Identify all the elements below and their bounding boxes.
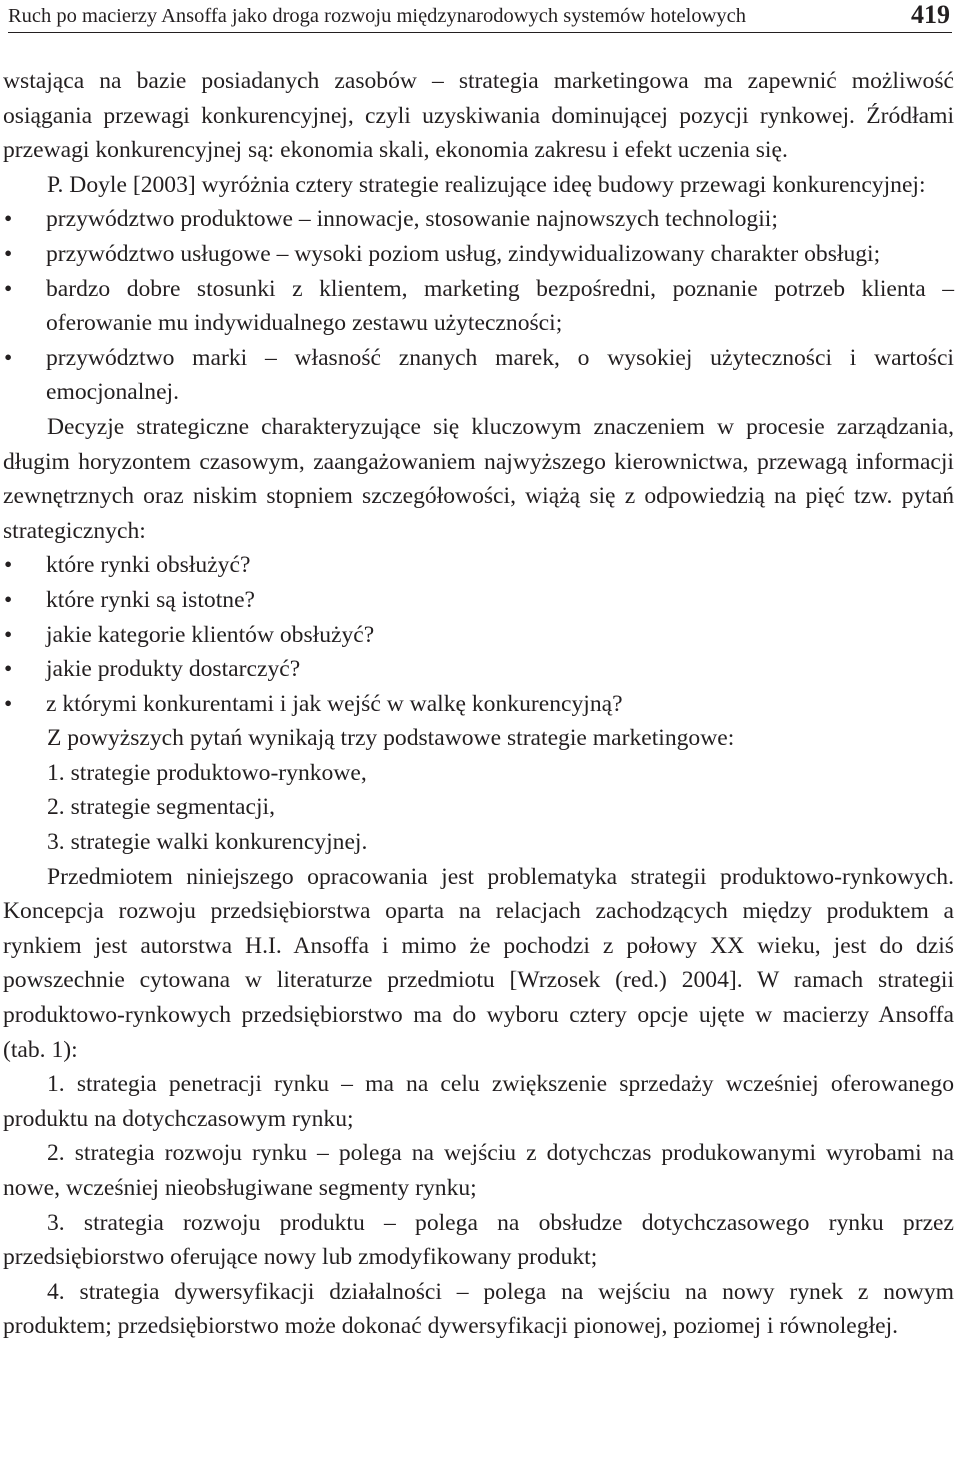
leadership-bullet-list: [3, 202, 954, 410]
bullet-mark: •: [4, 621, 13, 648]
list-item-text: bardzo dobre stosunki z klientem, marketing bezpośredni, poznanie potrzeb klienta – oferowanie mu indywidualnego zestawu użyteczności;: [46, 275, 954, 337]
bullet-mark: •: [4, 240, 13, 267]
strategic-questions-list: [3, 548, 954, 721]
bullet-mark: •: [4, 275, 13, 302]
paragraph-3: Decyzje strategiczne charakteryzujące się kluczowym znaczeniem w procesie zarządzania, długim horyzontem czasowym, zaangażowaniem najwyższego kierownictwa, przewagą informacji zewnętrznych oraz niskim stopniem szczegółowości, wiążą się z odpowiedzią na pięć tzw. pytań strategicznych:: [3, 413, 954, 544]
paragraph-2: P. Doyle [2003] wyróżnia cztery strategie realizujące ideę budowy przewagi konkurencyjnej:: [47, 171, 926, 198]
bullet-mark: •: [4, 344, 13, 371]
body-text: [3, 64, 954, 1344]
bullet-mark: •: [4, 552, 13, 579]
list-item: [3, 652, 954, 687]
page-number: 419: [911, 0, 950, 29]
list-item: [3, 272, 954, 341]
paragraph-1: wstająca na bazie posiadanych zasobów – strategia marketingowa ma zapewnić możliwość osiągania przewagi konkurencyjnej, czyli uzyskiwania dominującej pozycji rynkowej. Źródłami przewagi konkurencyjnej są: ekonomia skali, ekonomia zakresu i efekt uczenia się.: [3, 68, 954, 164]
bullet-mark: •: [4, 206, 13, 233]
bullet-mark: •: [4, 586, 13, 613]
paragraph-5: Przedmiotem niniejszego opracowania jest problematyka strategii produktowo-rynkowych. Koncepcja rozwoju przedsiębiorstwa oparta na relacjach zachodzących między produktem a rynkiem jest autorstwa H.I. Ansoffa i mimo że pochodzi z połowy XX wieku, jest do dziś powszechnie cytowana w literaturze przedmiotu [Wrzosek (red.) 2004]. W ramach strategii produktowo-rynkowych przedsiębiorstwo ma do wyboru cztery opcje ujęte w macierzy Ansoffa (tab. 1):: [3, 863, 954, 1063]
bullet-mark: •: [4, 690, 13, 717]
list-item: 1. strategie produktowo-rynkowe,: [47, 759, 367, 786]
list-item: [3, 548, 954, 583]
list-item-text: które rynki są istotne?: [46, 586, 256, 613]
list-item: [3, 583, 954, 618]
list-item: [3, 618, 954, 653]
list-item: 2. strategia rozwoju rynku – polega na wejściu z dotychczas produkowanymi wyrobami na nowe, wcześniej nieobsługiwane segmenty rynku;: [3, 1140, 954, 1201]
basic-strategies-list: [3, 756, 954, 860]
list-item: 3. strategie walki konkurencyjnej.: [47, 829, 368, 856]
list-item: 2. strategie segmentacji,: [47, 794, 275, 821]
list-item: 3. strategia rozwoju produktu – polega na obsłudze dotychczasowego rynku przez przedsiębiorstwo oferujące nowy lub zmodyfikowany produkt;: [3, 1209, 954, 1271]
list-item-text: jakie kategorie klientów obsłużyć?: [46, 621, 375, 648]
list-item-text: przywództwo marki – własność znanych marek, o wysokiej użyteczności i wartości emocjonalnej.: [46, 344, 954, 406]
list-item-text: z którymi konkurentami i jak wejść w walkę konkurencyjną?: [46, 690, 623, 717]
list-item-text: które rynki obsłużyć?: [46, 552, 251, 579]
list-item-text: przywództwo produktowe – innowacje, stosowanie najnowszych technologii;: [46, 206, 778, 233]
list-item: [3, 202, 954, 237]
paragraph-4: Z powyższych pytań wynikają trzy podstawowe strategie marketingowe:: [47, 725, 735, 752]
list-item-text: przywództwo usługowe – wysoki poziom usług, zindywidualizowany charakter obsługi;: [46, 240, 881, 267]
bullet-mark: •: [4, 656, 13, 683]
list-item: [3, 237, 954, 272]
running-title: Ruch po macierzy Ansoffa jako droga rozwoju międzynarodowych systemów hotelowych: [8, 5, 746, 27]
list-item: 1. strategia penetracji rynku – ma na celu zwiększenie sprzedaży wcześniej oferowanego produktu na dotychczasowym rynku;: [3, 1071, 954, 1132]
list-item: [3, 341, 954, 410]
list-item: [3, 687, 954, 722]
list-item: 4. strategia dywersyfikacji działalności – polega na wejściu na nowy rynek z nowym produktem; przedsiębiorstwo może dokonać dywersyfikacji pionowej, poziomej i równoległej.: [3, 1278, 954, 1340]
list-item-text: jakie produkty dostarczyć?: [46, 656, 301, 683]
ansoff-options-list: [3, 1067, 954, 1344]
running-header: [8, 0, 952, 33]
